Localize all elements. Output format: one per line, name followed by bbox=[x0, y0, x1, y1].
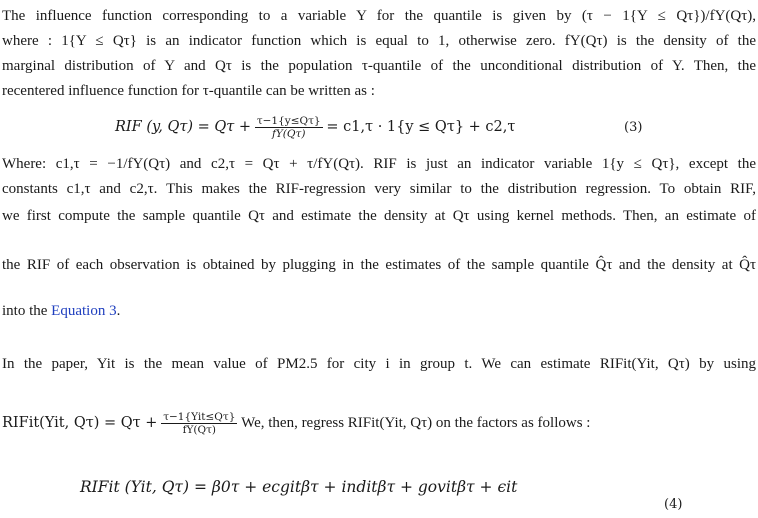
text-line: Where: c1,τ = −1/fY(Qτ) and c2,τ = Qτ + τ/fY(Qτ). RIF is just an indicator variable 1{y ≤ Qτ}, except the bbox=[2, 156, 756, 172]
text-line: the RIF of each observation is obtained by plugging in the estimates of the sample quantile Q̂τ and the density at Q̂τ bbox=[2, 257, 756, 273]
text-line: recentered influence function for τ-quantile can be written as : bbox=[2, 83, 375, 99]
text-line: marginal distribution of Y and Qτ is the population τ-quantile of the unconditional distribution of Y. Then, the bbox=[2, 58, 756, 74]
text-line: constants c1,τ and c2,τ. This makes the RIF-regression very similar to the distribution regression. To obtain RIF, bbox=[2, 181, 756, 197]
formula-fraction bbox=[161, 411, 237, 437]
equation-number: (3) bbox=[624, 120, 643, 135]
equation-3-fraction bbox=[255, 115, 323, 141]
text-line bbox=[2, 301, 120, 321]
text-line: where : 1{Y ≤ Qτ} is an indicator function which is equal to 1, otherwise zero. fY(Qτ) is the density of the bbox=[2, 33, 756, 49]
fraction-numerator: τ−1{y≤Qτ} bbox=[256, 114, 321, 127]
equation-3-rhs: = c1,τ · 1{y ≤ Qτ} + c2,τ bbox=[326, 119, 516, 135]
equation-4: RIFit (Yit, Qτ) = β0τ + ecgitβτ + inditβτ + govitβτ + ϵit bbox=[80, 478, 518, 496]
equation-number: (4) bbox=[664, 497, 683, 512]
equation-3-lhs: RIF (y, Qτ) = Qτ + bbox=[115, 119, 252, 135]
fraction-denominator: fY(Qτ) bbox=[182, 423, 216, 436]
fraction-denominator: fY(Qτ) bbox=[271, 127, 306, 140]
fraction-numerator: τ−1{Yit≤Qτ} bbox=[163, 410, 236, 423]
text-line: In the paper, Yit is the mean value of PM2.5 for city i in group t. We can estimate RIFit(Yit, Qτ) by using bbox=[2, 356, 756, 372]
text-line: we first compute the sample quantile Qτ and estimate the density at Qτ using kernel methods. Then, an estimate of bbox=[2, 208, 756, 224]
text-fragment: . bbox=[116, 303, 121, 319]
equation-link[interactable]: Equation 3 bbox=[51, 303, 117, 319]
text-line: The influence function corresponding to a variable Y for the quantile is given by (τ − 1{Y ≤ Qτ})/fY(Qτ), bbox=[2, 8, 756, 24]
text-line bbox=[2, 408, 590, 438]
text-fragment: We, then, regress RIFit(Yit, Qτ) on the factors as follows : bbox=[241, 415, 591, 431]
equation-3 bbox=[115, 112, 515, 142]
formula-lhs: RIFit(Yit, Qτ) = Qτ + bbox=[2, 415, 158, 431]
text-fragment: into the bbox=[2, 303, 52, 319]
